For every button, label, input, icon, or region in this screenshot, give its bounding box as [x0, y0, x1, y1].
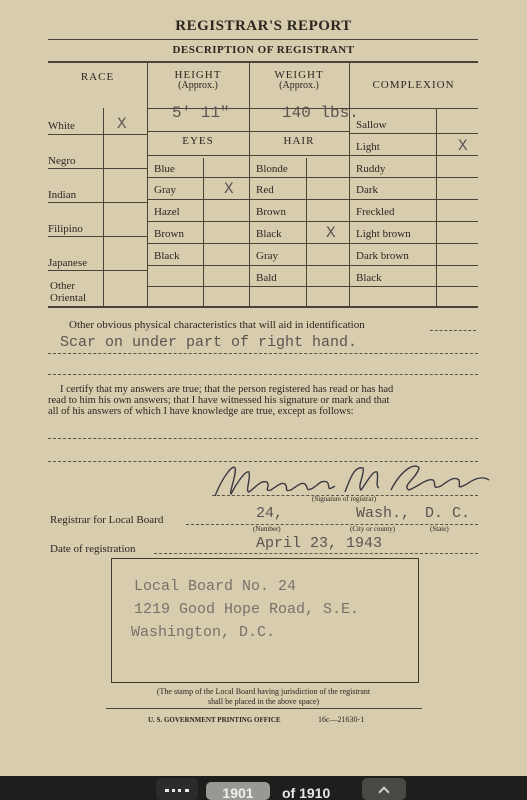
certify-line-2: read to him his own answers; that I have witnessed his signature or mark and that [48, 395, 390, 406]
height-header: HEIGHT [174, 69, 222, 81]
hair-mark-col [306, 158, 307, 306]
race-mark: X [117, 115, 127, 133]
hair-black: Black [256, 228, 282, 240]
board-number-caption: (Number) [253, 525, 281, 533]
viewer-toolbar [0, 776, 527, 800]
table-top-rule [48, 61, 478, 63]
hair-rule [249, 199, 349, 200]
board-city-caption: (City or county) [350, 525, 396, 533]
complexion-header-rule [349, 108, 478, 109]
complexion-rule [349, 286, 478, 287]
race-rule [48, 202, 147, 203]
answer-line [48, 353, 478, 354]
race-rule [48, 270, 147, 271]
exception-line [48, 438, 478, 439]
eyes-gray: Gray [154, 184, 176, 196]
stamp-caption-2: shall be placed in the above space) [207, 697, 320, 706]
eyes-black: Black [154, 250, 180, 262]
hair-rule [249, 286, 349, 287]
race-rule [48, 236, 147, 237]
race-indian: Indian [48, 189, 77, 201]
board-label: Registrar for Local Board [50, 514, 164, 526]
hair-bald: Bald [256, 272, 277, 284]
complexion-rule [349, 265, 478, 266]
complexion-light-brown: Light brown [356, 228, 411, 240]
eyes-hair-sub-rule [147, 155, 349, 156]
complexion-rule [349, 199, 478, 200]
eyes-rule [147, 243, 249, 244]
hair-gray: Gray [256, 250, 278, 262]
board-state-caption: (State) [430, 525, 449, 533]
col-divider-race [147, 62, 148, 306]
hair-blonde: Blonde [256, 163, 288, 175]
signature-caption: (Signature of registrar) [312, 495, 377, 503]
hair-rule [249, 265, 349, 266]
race-japanese: Japanese [48, 257, 88, 269]
complexion-sallow: Sallow [356, 119, 387, 131]
next-icon [378, 786, 389, 797]
page-total: of 1910 [282, 785, 331, 800]
eyes-rule [147, 221, 249, 222]
complexion-rule [349, 155, 478, 156]
stamp-line-2: 1219 Good Hope Road, S.E. [134, 601, 360, 618]
grid-icon [165, 789, 189, 799]
weight-value: 140 lbs. [282, 104, 359, 122]
complexion-dark-brown: Dark brown [356, 250, 409, 262]
certify-line-3: all of his answers of which I have knowledge are true, except as follows: [48, 406, 354, 417]
weight-header: WEIGHT [274, 69, 324, 81]
eyes-mark: X [224, 180, 234, 198]
certify-line-1: I certify that my answers are true; that the person registered has read or has had [60, 384, 394, 395]
stamp-line-3: Washington, D.C. [131, 624, 276, 641]
race-other-oriental: Other Oriental [50, 280, 87, 304]
date-label: Date of registration [50, 543, 136, 555]
race-negro: Negro [48, 155, 76, 167]
race-mark-col [103, 108, 104, 306]
prompt-fill-line [430, 330, 476, 331]
eyes-mark-col [203, 158, 204, 306]
blank-line [48, 374, 478, 375]
hair-red: Red [256, 184, 274, 196]
race-rule [48, 134, 147, 135]
hair-brown: Brown [256, 206, 286, 218]
date-value: April 23, 1943 [256, 535, 383, 552]
table-bottom-rule [48, 306, 478, 308]
eyes-rule [147, 265, 249, 266]
title-rule [48, 39, 478, 40]
printer-code: 16c—21630-1 [318, 715, 365, 724]
printer-rule [106, 708, 422, 709]
complexion-mark-col [436, 108, 437, 306]
next-page-button[interactable] [362, 778, 406, 800]
complexion-rule [349, 221, 478, 222]
eyes-hazel: Hazel [154, 206, 180, 218]
page-number: 1901 [222, 785, 254, 800]
weight-subheader: (Approx.) [279, 80, 319, 91]
hair-rule [249, 177, 349, 178]
complexion-light: Light [356, 141, 380, 153]
complexion-rule [349, 133, 478, 134]
printer-office: U. S. GOVERNMENT PRINTING OFFICE [148, 716, 281, 724]
eyes-rule [147, 286, 249, 287]
report-subtitle: DESCRIPTION OF REGISTRANT [172, 44, 355, 56]
complexion-rule [349, 177, 478, 178]
complexion-mark: X [458, 137, 468, 155]
eyes-brown: Brown [154, 228, 184, 240]
col-divider-height [249, 62, 250, 306]
date-line [154, 553, 478, 554]
page-number-box[interactable] [206, 782, 270, 800]
col-divider-weight [349, 62, 350, 306]
eyes-hair-header-rule [147, 131, 349, 132]
stamp-caption-1: (The stamp of the Local Board having jurisdiction of the registrant [156, 687, 371, 696]
race-header: RACE [80, 71, 115, 83]
other-characteristics-answer: Scar on under part of right hand. [60, 334, 358, 351]
hair-header: HAIR [283, 135, 315, 147]
grid-view-button[interactable] [156, 778, 198, 800]
board-number: 24, [256, 505, 284, 522]
board-state: D. C. [425, 505, 471, 522]
race-rule [48, 168, 147, 169]
eyes-header: EYES [182, 135, 214, 147]
stamp-line-1: Local Board No. 24 [134, 578, 297, 595]
eyes-rule [147, 177, 249, 178]
eyes-blue: Blue [154, 163, 175, 175]
board-city: Wash., [356, 505, 411, 522]
hair-mark: X [326, 224, 336, 242]
hair-rule [249, 243, 349, 244]
complexion-ruddy: Ruddy [356, 163, 386, 175]
other-characteristics-prompt: Other obvious physical characteristics that will aid in identification [69, 319, 365, 331]
complexion-dark: Dark [356, 184, 378, 196]
race-filipino: Filipino [48, 223, 83, 235]
complexion-rule [349, 243, 478, 244]
report-title: REGISTRAR'S REPORT [175, 18, 352, 34]
complexion-freckled: Freckled [356, 206, 395, 218]
hair-rule [249, 221, 349, 222]
height-value: 5' 11" [172, 104, 230, 122]
stamp-box [111, 558, 419, 683]
complexion-header: COMPLEXION [372, 79, 455, 91]
eyes-rule [147, 199, 249, 200]
complexion-black: Black [356, 272, 382, 284]
race-white: White [48, 120, 75, 132]
height-subheader: (Approx.) [178, 80, 218, 91]
